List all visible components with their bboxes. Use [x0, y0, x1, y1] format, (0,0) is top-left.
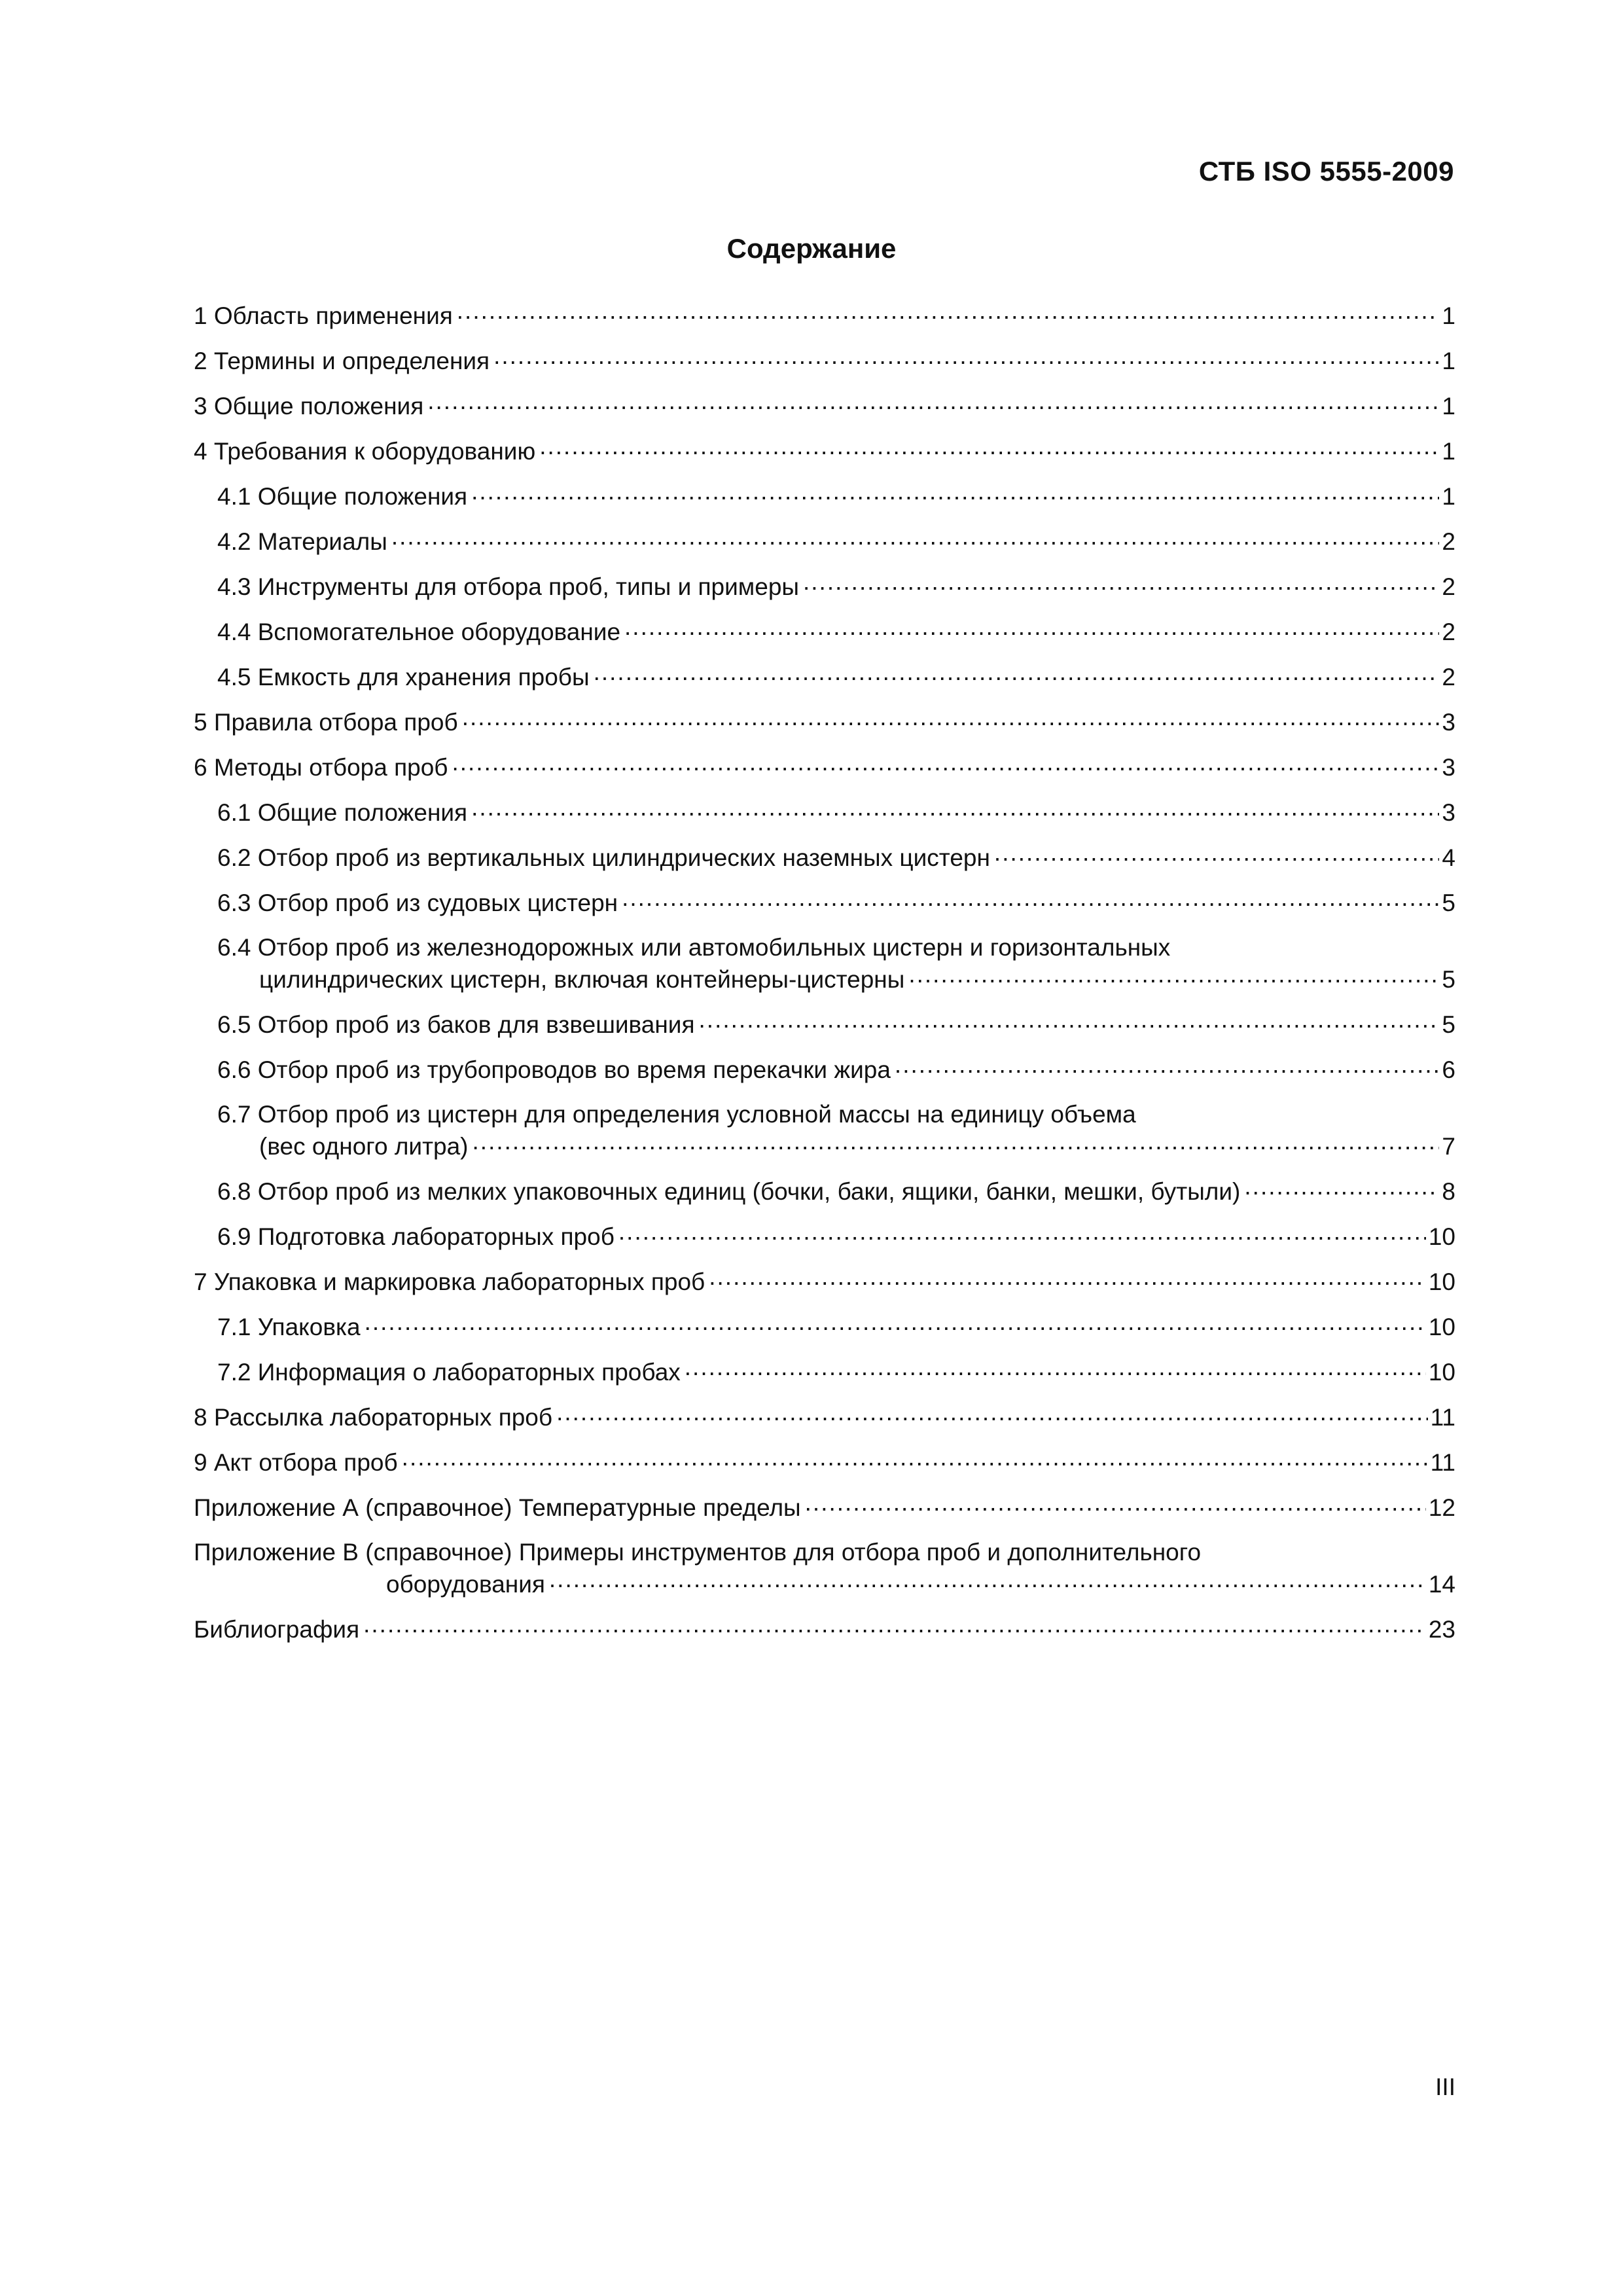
- toc-entry-title: 9 Акт отбора проб: [194, 1449, 398, 1476]
- toc-entry-page: 11: [1430, 1449, 1455, 1476]
- toc-leader-dots: [699, 1009, 1440, 1033]
- toc-entry[interactable]: [194, 706, 1455, 738]
- toc-entry-title: 2 Термины и определения: [194, 348, 490, 374]
- toc-entry-page: 4: [1442, 844, 1455, 871]
- toc-entry[interactable]: [194, 1311, 1455, 1343]
- toc-entry[interactable]: [194, 616, 1455, 648]
- toc-entry[interactable]: [194, 887, 1455, 919]
- toc-entry[interactable]: [194, 526, 1455, 558]
- toc-leader-dots: [556, 1401, 1427, 1426]
- toc-leader-dots: [493, 345, 1439, 369]
- toc-leader-dots: [549, 1568, 1426, 1592]
- toc-entry-page: 1: [1442, 302, 1455, 329]
- toc-entry-page: 1: [1442, 438, 1455, 465]
- toc-entry[interactable]: [194, 390, 1455, 422]
- toc-entry[interactable]: [194, 661, 1455, 693]
- toc-entry-page: 10: [1428, 1314, 1455, 1340]
- toc-leader-dots: [1244, 1175, 1439, 1200]
- toc-leader-dots: [363, 1613, 1426, 1638]
- toc-leader-dots: [895, 1054, 1440, 1078]
- toc-leader-dots: [457, 300, 1440, 324]
- toc-entry-title: 8 Рассылка лабораторных проб: [194, 1404, 553, 1431]
- toc-entry[interactable]: [194, 842, 1455, 874]
- toc-leader-dots: [685, 1356, 1426, 1380]
- toc-entry[interactable]: [194, 1537, 1455, 1600]
- toc-entry[interactable]: [194, 1446, 1455, 1479]
- toc-entry-page: 1: [1442, 483, 1455, 510]
- toc-leader-dots: [471, 480, 1439, 505]
- toc-entry[interactable]: [194, 1221, 1455, 1253]
- toc-entry-page: 23: [1428, 1616, 1455, 1643]
- toc-entry[interactable]: [194, 797, 1455, 829]
- toc-leader-dots: [709, 1266, 1426, 1290]
- toc-leader-dots: [624, 616, 1439, 640]
- toc-title: Содержание: [726, 233, 897, 264]
- toc-entry-title: 4.2 Материалы: [217, 528, 387, 555]
- toc-entry-title: 4.3 Инструменты для отбора проб, типы и примеры: [217, 573, 799, 600]
- toc-entry-page: 8: [1442, 1178, 1455, 1205]
- toc-entry-page: 6: [1442, 1056, 1455, 1083]
- toc-entry-title: 7 Упаковка и маркировка лабораторных проб: [194, 1268, 705, 1295]
- toc-entry-title: 6.5 Отбор проб из баков для взвешивания: [217, 1011, 695, 1038]
- toc-entry-title: 7.2 Информация о лабораторных пробах: [217, 1359, 681, 1386]
- toc-entry-title: 6.3 Отбор проб из судовых цистерн: [217, 889, 618, 916]
- toc-entry-title: 4.5 Емкость для хранения пробы: [217, 664, 590, 691]
- toc-entry-page: 3: [1442, 754, 1455, 781]
- toc-leader-dots: [803, 571, 1439, 595]
- toc-entry-page: 1: [1442, 348, 1455, 374]
- toc-leader-dots: [539, 435, 1439, 459]
- toc-entry[interactable]: [194, 1401, 1455, 1433]
- toc-leader-dots: [994, 842, 1440, 866]
- toc-entry-title: Библиография: [194, 1616, 360, 1643]
- toc-entry-title: Приложение В (справочное) Примеры инструментов для отбора проб и дополнительного: [194, 1539, 1202, 1566]
- toc-entry[interactable]: [194, 1099, 1455, 1162]
- toc-entry[interactable]: [194, 751, 1455, 783]
- toc-entry-page: 5: [1442, 966, 1455, 993]
- toc-entry-page: 14: [1428, 1571, 1455, 1598]
- toc-entry-title: 7.1 Упаковка: [217, 1314, 361, 1340]
- toc-entry[interactable]: [194, 1175, 1455, 1208]
- page-number: III: [1435, 2073, 1455, 2100]
- toc-entry-page: 12: [1428, 1494, 1455, 1521]
- toc-entry-title: 6.6 Отбор проб из трубопроводов во время перекачки жира: [217, 1056, 891, 1083]
- toc-entry-title: 4 Требования к оборудованию: [194, 438, 536, 465]
- toc-leader-dots: [618, 1221, 1426, 1245]
- toc-leader-dots: [402, 1446, 1428, 1471]
- toc-leader-dots: [805, 1492, 1426, 1516]
- toc-entry-page: 5: [1442, 889, 1455, 916]
- toc-leader-dots: [594, 661, 1440, 685]
- toc-entry-title: 6.8 Отбор проб из мелких упаковочных единиц (бочки, баки, ящики, банки, мешки, бутыли): [217, 1178, 1241, 1205]
- toc-entry-page: 10: [1428, 1359, 1455, 1386]
- toc-entry-page: 2: [1442, 573, 1455, 600]
- toc-entry[interactable]: [194, 480, 1455, 512]
- toc-entry-title-continued: оборудования: [386, 1571, 545, 1598]
- toc-entry-title: 6.4 Отбор проб из железнодорожных или автомобильных цистерн и горизонтальных: [217, 934, 1171, 961]
- toc-entry-title: 6.1 Общие положения: [217, 799, 468, 826]
- toc-entry-page: 2: [1442, 528, 1455, 555]
- toc-leader-dots: [365, 1311, 1426, 1335]
- toc-entry-page: 11: [1430, 1404, 1455, 1431]
- toc-entry-title-continued: (вес одного литра): [259, 1133, 469, 1160]
- toc-leader-dots: [462, 706, 1440, 730]
- toc-entry-title: 6 Методы отбора проб: [194, 754, 448, 781]
- toc-leader-dots: [391, 526, 1440, 550]
- toc-leader-dots: [452, 751, 1440, 776]
- toc-leader-dots: [473, 1130, 1440, 1155]
- toc-entry[interactable]: [194, 1266, 1455, 1298]
- toc-entry-title: 6.9 Подготовка лабораторных проб: [217, 1223, 615, 1250]
- toc-entry-title: 3 Общие положения: [194, 393, 424, 420]
- toc-entry-page: 2: [1442, 619, 1455, 645]
- toc-leader-dots: [908, 963, 1439, 988]
- toc-entry-page: 10: [1428, 1223, 1455, 1250]
- toc-entry-title: 6.7 Отбор проб из цистерн для определения условной массы на единицу объема: [217, 1101, 1136, 1128]
- toc-entry-page: 10: [1428, 1268, 1455, 1295]
- toc-entry-page: 3: [1442, 709, 1455, 736]
- toc-entry[interactable]: [194, 1613, 1455, 1645]
- toc-entry[interactable]: [194, 932, 1455, 996]
- toc-entry-page: 7: [1442, 1133, 1455, 1160]
- toc-leader-dots: [471, 797, 1439, 821]
- toc-entry[interactable]: [194, 1009, 1455, 1041]
- document-code: СТБ ISO 5555-2009: [1198, 156, 1454, 187]
- toc-entry[interactable]: [194, 571, 1455, 603]
- toc-entry-title: 4.4 Вспомогательное оборудование: [217, 619, 621, 645]
- toc-entry-page: 2: [1442, 664, 1455, 691]
- toc-entry-title: 4.1 Общие положения: [217, 483, 468, 510]
- toc-entry[interactable]: [194, 1492, 1455, 1524]
- toc-entry-page: 5: [1442, 1011, 1455, 1038]
- toc-entry[interactable]: [194, 1054, 1455, 1086]
- toc-entry-title: 1 Область применения: [194, 302, 453, 329]
- toc-leader-dots: [427, 390, 1439, 414]
- toc-entry[interactable]: [194, 435, 1455, 467]
- toc-leader-dots: [622, 887, 1439, 911]
- toc-entry[interactable]: [194, 300, 1455, 332]
- toc-entry-title: 6.2 Отбор проб из вертикальных цилиндрических наземных цистерн: [217, 844, 990, 871]
- toc-entry[interactable]: [194, 345, 1455, 377]
- toc-entry-title-continued: цилиндрических цистерн, включая контейнеры-цистерны: [259, 966, 905, 993]
- toc-entry-page: 3: [1442, 799, 1455, 826]
- toc-entry-page: 1: [1442, 393, 1455, 420]
- toc-entry-title: Приложение А (справочное) Температурные пределы: [194, 1494, 801, 1521]
- table-of-contents: [194, 300, 1455, 1659]
- toc-entry-title: 5 Правила отбора проб: [194, 709, 458, 736]
- toc-entry[interactable]: [194, 1356, 1455, 1388]
